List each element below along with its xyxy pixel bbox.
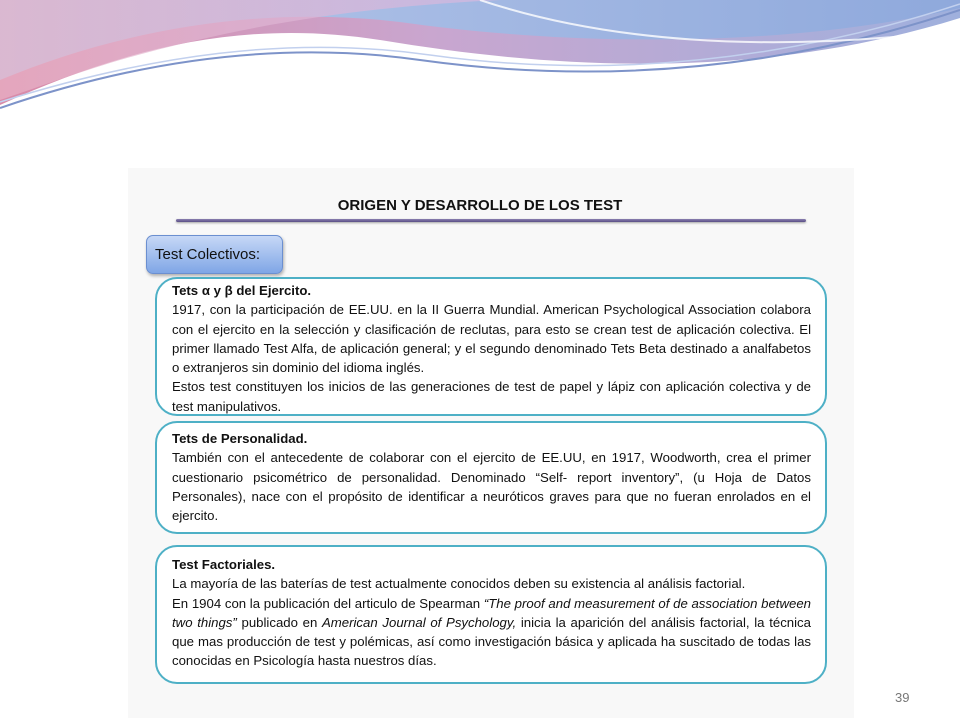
alpha-symbol: α	[201, 283, 210, 298]
beta-symbol: β	[224, 283, 233, 298]
paragraph-text: En 1904 con la publicación del articulo de Spearman	[172, 595, 484, 611]
title-underline	[176, 219, 806, 222]
paragraph-text: inicia la aparición del análisis factorial, la técnica que mas producción de test y polémicas, así como investigación básica y aplicada ha suscitado de todas las conocidas en Psicología hasta nuestros días.	[172, 614, 811, 669]
box-paragraph: La mayoría de las baterías de test actualmente conocidos deben su existencia al análisis factorial.	[172, 576, 746, 592]
text-box-alpha-beta	[155, 277, 827, 416]
section-tag: Test Colectivos:	[146, 235, 283, 274]
box-heading: Tets de Personalidad.	[172, 431, 308, 446]
box-paragraph	[172, 594, 811, 671]
journal-name: American Journal of Psychology,	[322, 614, 517, 630]
box-paragraph: 1917, con la participación de EE.UU. en la II Guerra Mundial. American Psychological Association colabora con el ejercito en la selección y clasificación de reclutas, para esto se crean test de aplicación colectiva. El primer llamado Test Alfa, de aplicación general; y el segundo denominado Tets Beta destinado a analfabetos o extranjeros sin dominio del idioma inglés.	[172, 302, 811, 376]
text-box-personality	[155, 421, 827, 534]
heading-text: y	[209, 283, 225, 298]
paragraph-text: publicado en	[236, 614, 322, 630]
page-number: 39	[895, 690, 910, 705]
box-paragraph: También con el antecedente de colaborar con el ejercito de EE.UU, en 1917, Woodworth, crea el primer cuestionario psicométrico de personalidad. Denominado “Self- report inventory”, (u Hoja de Datos Personales), nace con el propósito de identificar a neuróticos graves para que no fueran enrolados en el ejercito.	[172, 450, 811, 524]
heading-text: Tets	[172, 283, 202, 298]
header-wave-decoration	[0, 0, 960, 120]
box-heading	[172, 281, 811, 300]
box-paragraph: Estos test constituyen los inicios de las generaciones de test de papel y lápiz con aplicación colectiva y de test manipulativos.	[172, 379, 811, 414]
box-heading: Test Factoriales.	[172, 557, 276, 572]
heading-text: del Ejercito.	[232, 283, 312, 298]
article-title: “The proof and measurement of de association between two things”	[172, 595, 811, 630]
text-box-factorial	[155, 545, 827, 684]
slide-title: ORIGEN Y DESARROLLO DE LOS TEST	[337, 197, 623, 214]
